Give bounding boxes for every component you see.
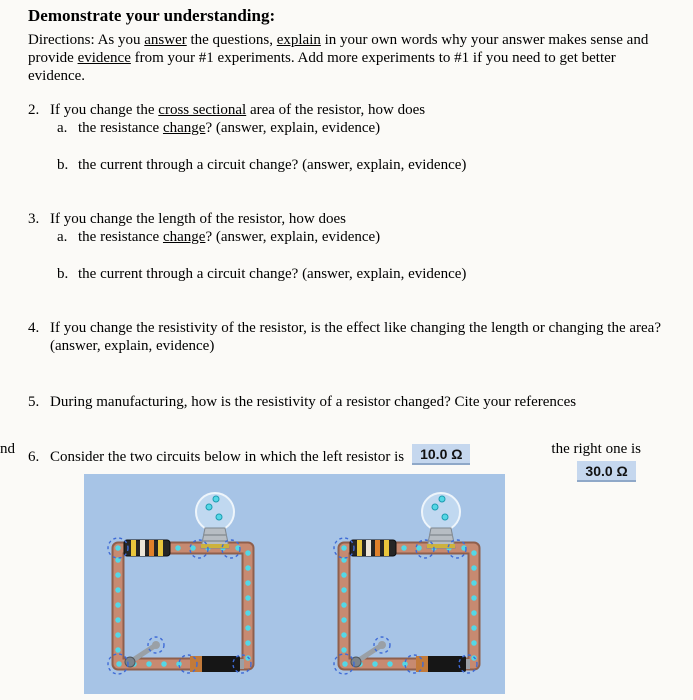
- question-body: [50, 393, 662, 411]
- question-body: [50, 210, 662, 283]
- sub-letter: a.: [57, 229, 68, 245]
- circuit-figure: [84, 474, 505, 694]
- question-text: If you change the length of the resistor, how does: [50, 211, 346, 227]
- sub-letter: a.: [57, 120, 68, 136]
- question-4: [28, 319, 683, 355]
- sub-letter: b.: [57, 266, 69, 282]
- question-2: [28, 101, 683, 174]
- sub-text: the resistance change? (answer, explain, evidence): [78, 229, 381, 245]
- directions-text: Directions: As you answer the questions, explain in your own words why your answer makes sense and provide evidence from your #1 experiments. Add more experiments to #1 if you need to get better evidence.: [28, 32, 649, 84]
- question-text: Consider the two circuits below in which the left resistor is: [50, 449, 405, 465]
- sub-text: the current through a circuit change? (answer, explain, evidence): [78, 157, 467, 173]
- question-text: If you change the resistivity of the resistor, is the effect like changing the length or changing the area? (answer, explain, evidence): [50, 320, 661, 354]
- question-number: 2.: [28, 102, 40, 118]
- sub-question-2b: [57, 156, 662, 174]
- question-number: 6.: [28, 449, 40, 465]
- question-3: [28, 210, 683, 283]
- circuit-diagram-left: [108, 493, 251, 674]
- sub-text: the resistance change? (answer, explain, evidence): [78, 120, 381, 136]
- question-6: [0, 441, 683, 479]
- sub-question-2a: [57, 119, 662, 137]
- question-text: During manufacturing, how is the resistivity of a resistor changed? Cite your references: [50, 394, 577, 410]
- left-resistor-value-field[interactable]: 10.0 Ω: [412, 444, 470, 465]
- sub-question-3a: [57, 228, 662, 246]
- right-resistor-value-field[interactable]: 30.0 Ω: [577, 461, 635, 482]
- question-number: 5.: [28, 394, 40, 410]
- question-body: [50, 319, 662, 355]
- sub-question-3b: [57, 265, 662, 283]
- sub-letter: b.: [57, 157, 69, 173]
- question-text: If you change the cross sectional area of the resistor, how does: [50, 102, 426, 118]
- question-body: [50, 101, 662, 174]
- margin-text-fragment: nd: [0, 441, 15, 457]
- circuit-figure-image: [84, 474, 505, 694]
- question-number: 4.: [28, 320, 40, 336]
- circuit-diagram-right: [334, 493, 477, 674]
- sub-text: the current through a circuit change? (answer, explain, evidence): [78, 266, 467, 282]
- right-resistor-group: [551, 440, 641, 482]
- question-number: 3.: [28, 211, 40, 227]
- page-title: Demonstrate your understanding:: [28, 6, 276, 25]
- question-5: [28, 393, 683, 411]
- right-resistor-label: the right one is: [551, 441, 641, 457]
